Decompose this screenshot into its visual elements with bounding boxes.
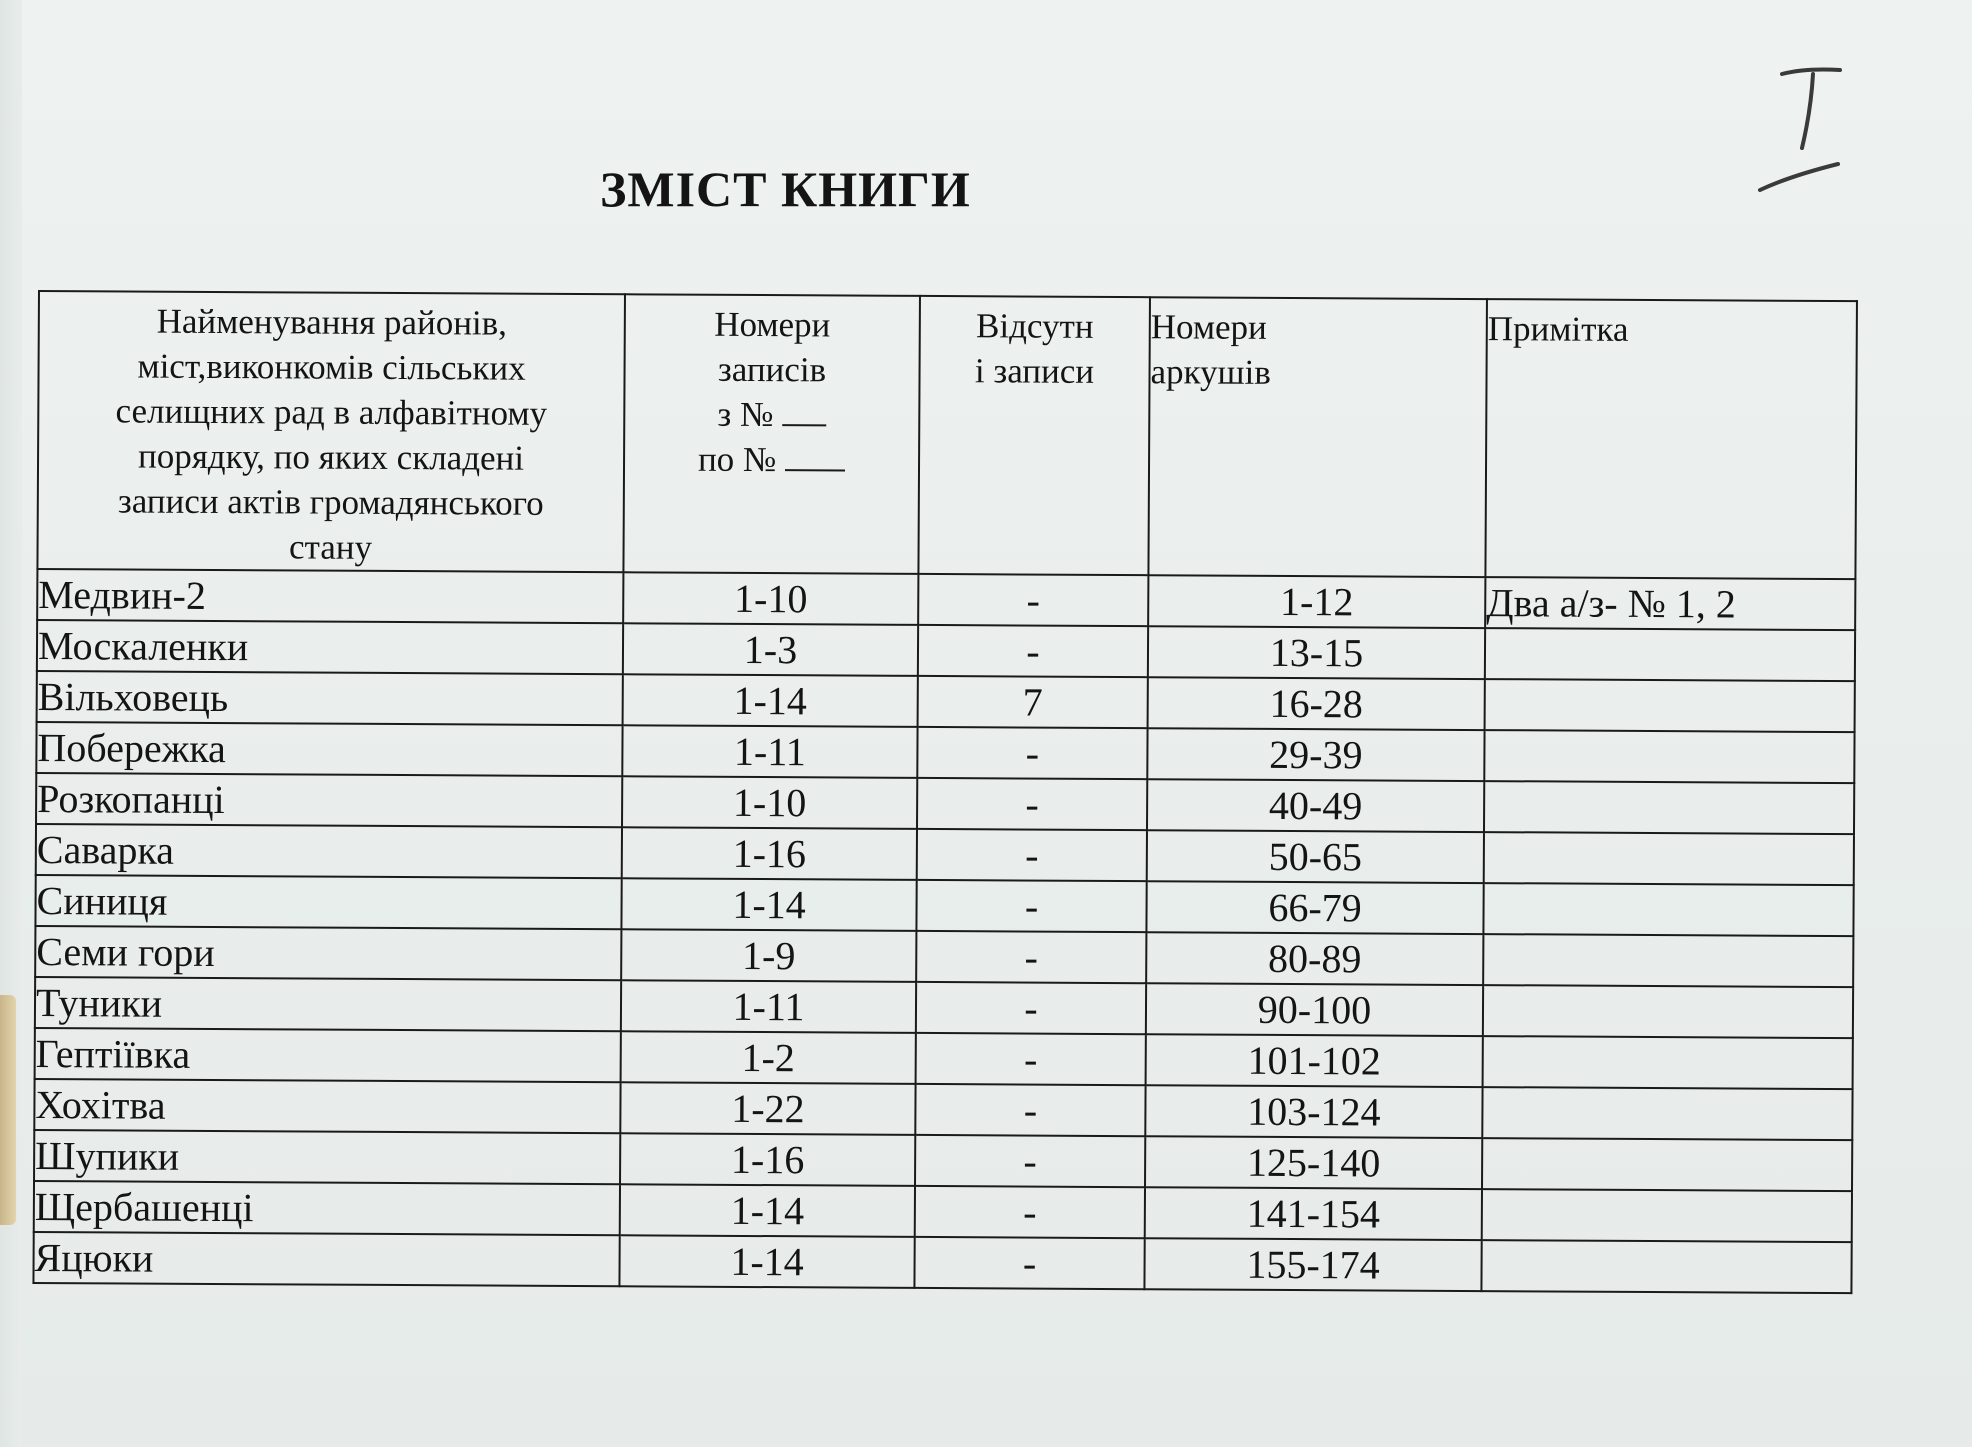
cell-note (1482, 1189, 1852, 1242)
cell-records: 1-10 (622, 776, 917, 829)
cell-name: Яцюки (33, 1232, 619, 1286)
cell-sheets: 50-65 (1147, 830, 1484, 883)
header-records-line: Номери (714, 304, 831, 345)
cell-sheets: 29-39 (1147, 728, 1484, 781)
header-name-line: порядку, по яких складені (137, 436, 525, 478)
page-left-edge (0, 0, 22, 1447)
cell-name: Вільховець (37, 671, 623, 725)
table-header-row (37, 291, 1857, 579)
cell-missing: - (915, 1135, 1145, 1187)
cell-name: Саварка (36, 824, 622, 878)
cell-missing: - (916, 982, 1146, 1034)
cell-records: 1-14 (620, 1184, 915, 1237)
header-note: Примітка (1485, 299, 1857, 579)
cell-sheets: 80-89 (1146, 932, 1483, 985)
table-row (33, 1232, 1851, 1293)
cell-note: Два а/з- № 1, 2 (1485, 577, 1855, 630)
cell-missing: - (914, 1237, 1144, 1289)
cell-records: 1-22 (620, 1082, 915, 1135)
cell-records: 1-9 (621, 929, 916, 982)
cell-name: Щербашенці (34, 1181, 620, 1235)
cell-records: 1-10 (623, 572, 918, 625)
header-sheets-line: Номери (1150, 307, 1267, 347)
cell-name: Шупики (34, 1130, 620, 1184)
cell-note (1483, 934, 1853, 987)
header-name-line: стану (288, 527, 373, 567)
cell-name: Хохітва (34, 1079, 620, 1133)
header-missing-line: і записи (974, 351, 1095, 391)
cell-sheets: 155-174 (1144, 1238, 1481, 1291)
cell-note (1484, 730, 1854, 783)
cell-sheets: 125-140 (1145, 1136, 1482, 1189)
cell-missing: - (917, 778, 1147, 830)
cell-name: Туники (35, 977, 621, 1031)
cell-note (1485, 679, 1855, 732)
cell-name: Побережка (36, 722, 622, 776)
cell-missing: - (918, 625, 1148, 677)
cell-missing: - (915, 1084, 1145, 1136)
header-name-line: Найменування районів, (156, 301, 508, 343)
header-missing-line: Відсутн (975, 306, 1094, 346)
cell-missing: - (916, 880, 1146, 932)
cell-records: 1-14 (619, 1235, 914, 1288)
cell-sheets: 141-154 (1145, 1187, 1482, 1240)
header-name-line: записи актів громадянського (117, 481, 544, 523)
header-name-line: міст,виконкомів сільських (137, 346, 526, 388)
cell-missing: - (917, 727, 1147, 779)
header-missing (918, 296, 1150, 575)
cell-note (1484, 781, 1854, 834)
cell-records: 1-16 (622, 827, 917, 880)
handwritten-roman-numeral-mark (1750, 60, 1860, 200)
tape-strip (0, 995, 16, 1225)
header-sheets (1148, 297, 1487, 577)
contents-table (32, 290, 1858, 1294)
cell-missing: - (916, 1033, 1146, 1085)
cell-sheets: 66-79 (1146, 881, 1483, 934)
cell-missing: 7 (918, 676, 1148, 728)
cell-name: Синиця (35, 875, 621, 929)
fill-in-blank (782, 396, 826, 426)
cell-note (1482, 1087, 1852, 1140)
cell-sheets: 1-12 (1148, 575, 1485, 628)
cell-records: 1-14 (621, 878, 916, 931)
cell-note (1483, 883, 1853, 936)
table-body (33, 569, 1855, 1293)
page-title: ЗМІСТ КНИГИ (600, 161, 971, 217)
cell-missing: - (915, 1186, 1145, 1238)
cell-missing: - (917, 829, 1147, 881)
cell-sheets: 103-124 (1145, 1085, 1482, 1138)
cell-note (1483, 1036, 1853, 1089)
header-sheets-line: аркушів (1150, 352, 1271, 392)
header-records (623, 294, 920, 574)
cell-records: 1-2 (621, 1031, 916, 1084)
header-records-line: з № (717, 394, 774, 435)
cell-missing: - (918, 574, 1148, 626)
header-name-line: селищних рад в алфавітному (115, 391, 548, 433)
cell-sheets: 13-15 (1148, 626, 1485, 679)
cell-note (1483, 985, 1853, 1038)
header-records-line: по № (697, 439, 777, 480)
header-records-line: записів (717, 349, 827, 390)
cell-note (1485, 628, 1855, 681)
cell-records: 1-3 (623, 623, 918, 676)
cell-name: Гептіївка (35, 1028, 621, 1082)
cell-missing: - (916, 931, 1146, 983)
cell-name: Москаленки (37, 620, 623, 674)
header-name (37, 291, 625, 572)
cell-records: 1-16 (620, 1133, 915, 1186)
cell-note (1484, 832, 1854, 885)
cell-sheets: 16-28 (1148, 677, 1485, 730)
cell-records: 1-14 (623, 674, 918, 727)
cell-note (1481, 1240, 1851, 1293)
cell-records: 1-11 (621, 980, 916, 1033)
cell-note (1482, 1138, 1852, 1191)
cell-records: 1-11 (622, 725, 917, 778)
cell-sheets: 90-100 (1146, 983, 1483, 1036)
cell-sheets: 40-49 (1147, 779, 1484, 832)
cell-name: Семи гори (35, 926, 621, 980)
cell-name: Розкопанці (36, 773, 622, 827)
fill-in-blank (785, 441, 845, 471)
cell-sheets: 101-102 (1146, 1034, 1483, 1087)
cell-name: Медвин-2 (37, 569, 623, 623)
